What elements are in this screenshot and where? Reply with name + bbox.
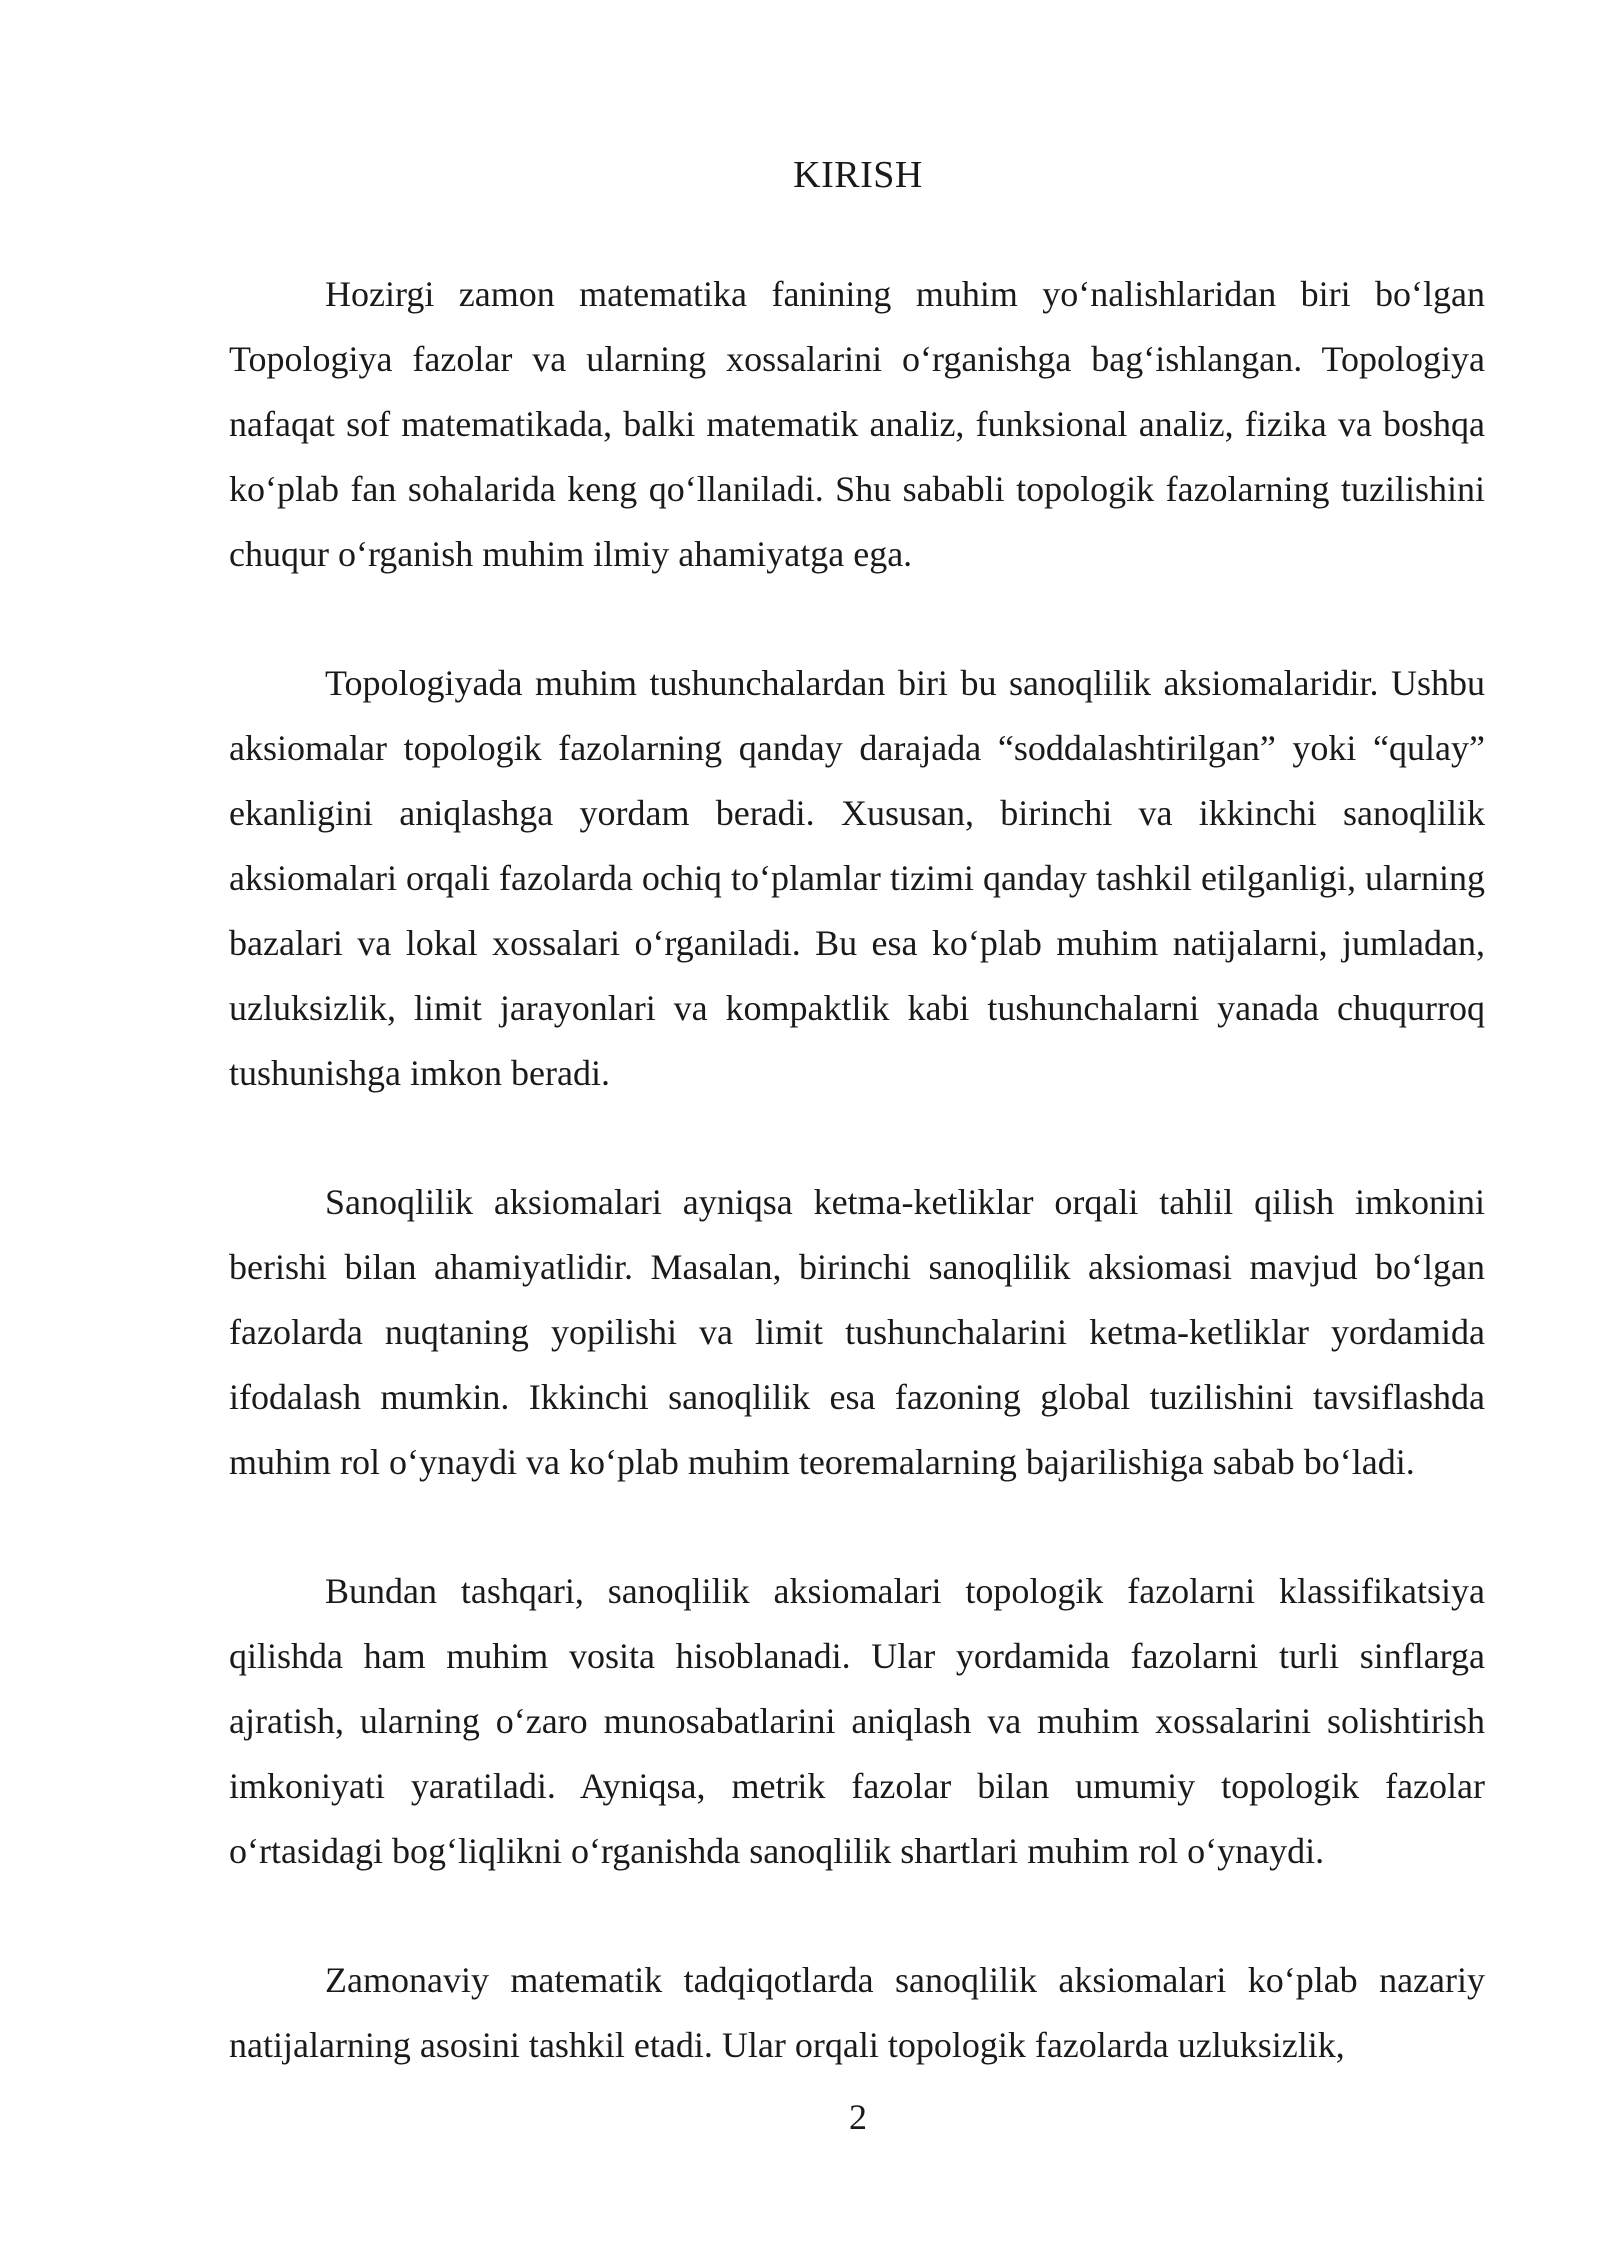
page-number: 2 [849, 2097, 867, 2137]
section-title: KIRISH [793, 154, 923, 196]
paragraph-4: Bundan tashqari, sanoqlilik aksiomalari topologik fazolarni klassifikatsiya qilishda ham muhim vosita hisoblanadi. Ular yordamida fazolarni turli sinflarga ajratish, ularning o‘zaro munosabatlarini aniqlash va muhim xossalarini solishtirish imkoniyati yaratiladi. Ayniqsa, metrik fazolar bilan umumiy topologik fazolar o‘rtasidagi bog‘liqlikni o‘rganishda sanoqlilik shartlari muhim rol o‘ynaydi. [229, 1571, 1485, 1871]
body-text [229, 262, 1485, 2142]
paragraph-5: Zamonaviy matematik tadqiqotlarda sanoqlilik aksiomalari ko‘plab nazariy natijalarning asosini tashkil etadi. Ular orqali topologik fazolarda uzluksizlik, [229, 1960, 1485, 2065]
paragraph-3: Sanoqlilik aksiomalari ayniqsa ketma-ketliklar orqali tahlil qilish imkonini berishi bilan ahamiyatlidir. Masalan, birinchi sanoqlilik aksiomasi mavjud bo‘lgan fazolarda nuqtaning yopilishi va limit tushunchalarini ketma-ketliklar yordamida ifodalash mumkin. Ikkinchi sanoqlilik esa fazoning global tuzilishini tavsiflashda muhim rol o‘ynaydi va ko‘plab muhim teoremalarning bajarilishiga sabab bo‘ladi. [229, 1182, 1485, 1482]
paragraph-2: Topologiyada muhim tushunchalardan biri bu sanoqlilik aksiomalaridir. Ushbu aksiomalar topologik fazolarning qanday darajada “soddalashtirilgan” yoki “qulay” ekanligini aniqlashga yordam beradi. Xususan, birinchi va ikkinchi sanoqlilik aksiomalari orqali fazolarda ochiq to‘plamlar tizimi qanday tashkil etilganligi, ularning bazalari va lokal xossalari o‘rganiladi. Bu esa ko‘plab muhim natijalarni, jumladan, uzluksizlik, limit jarayonlari va kompaktlik kabi tushunchalarni yanada chuqurroq tushunishga imkon beradi. [229, 663, 1485, 1093]
paragraph-1: Hozirgi zamon matematika fanining muhim yo‘nalishlaridan biri bo‘lgan Topologiya fazolar va ularning xossalarini o‘rganishga bag‘ishlangan. Topologiya nafaqat sof matematikada, balki matematik analiz, funksional analiz, fizika va boshqa ko‘plab fan sohalarida keng qo‘llaniladi. Shu sababli topologik fazolarning tuzilishini chuqur o‘rganish muhim ilmiy ahamiyatga ega. [229, 274, 1485, 574]
